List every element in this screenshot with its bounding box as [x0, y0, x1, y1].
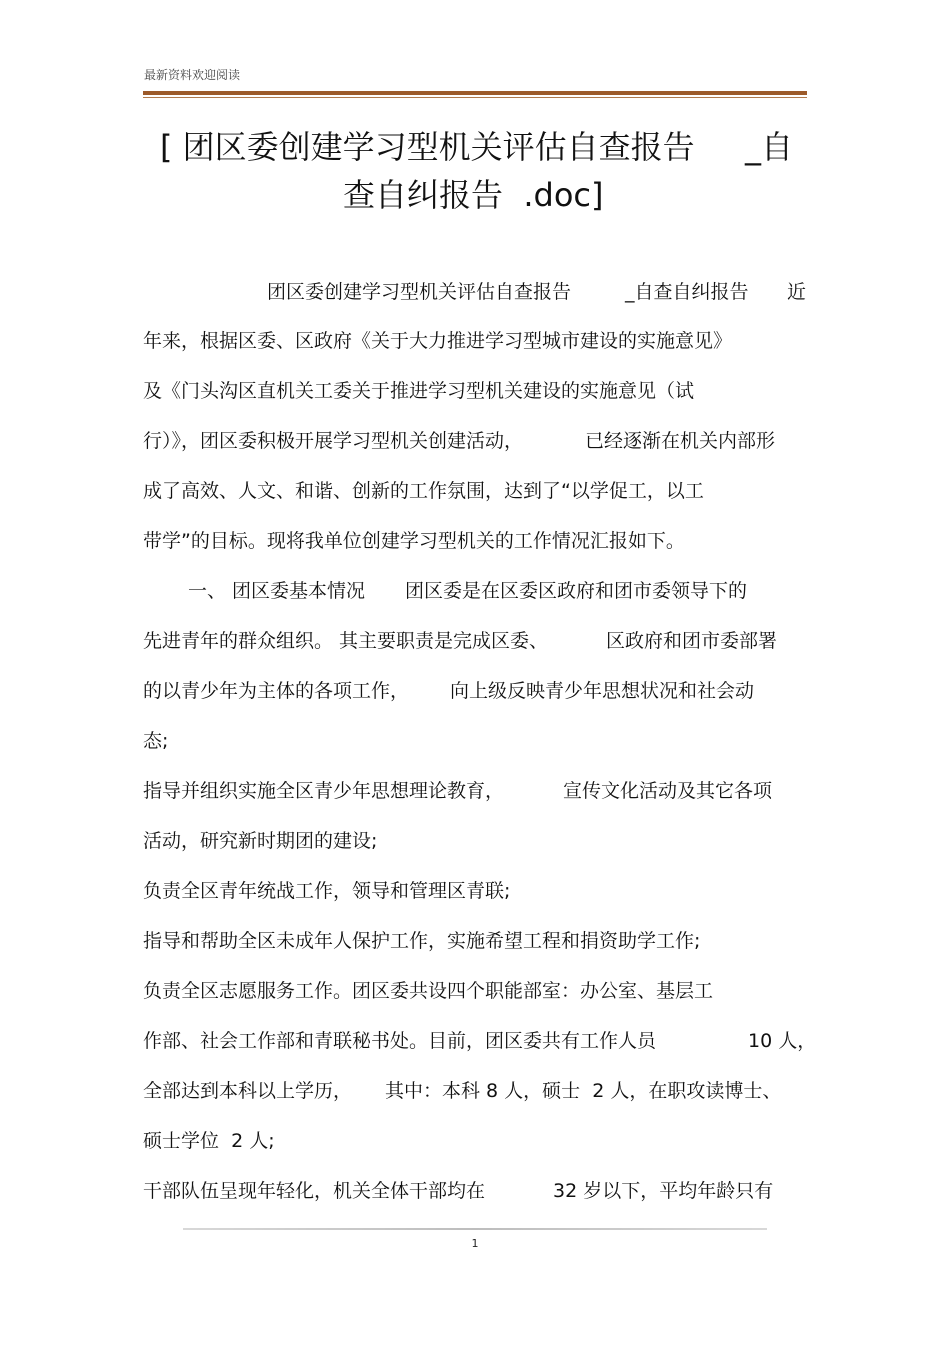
body-text: 区政府和团市委部署: [606, 630, 778, 652]
body-text: 指导和帮助全区未成年人保护工作，实施希望工程和捐资助学工作;: [143, 930, 701, 952]
body-text: 及《门头沟区直机关工委关于推进学习型机关建设的实施意见（试: [143, 380, 695, 402]
body-text: 干部队伍呈现年轻化，机关全体干部均在: [143, 1180, 486, 1202]
body-text: 近: [787, 281, 807, 303]
body-text: 行）》，团区委积极开展学习型机关创建活动，: [143, 430, 524, 452]
section-heading: 一、 团区委基本情况: [188, 580, 366, 602]
body-text: 的以青少年为主体的各项工作，: [143, 680, 410, 702]
body-text: 负责全区青年统战工作，领导和管理区青联;: [143, 880, 511, 902]
header-rule: [143, 91, 807, 95]
body-text: 团区委是在区委区政府和团市委领导下的: [405, 580, 748, 602]
body-text: 32 岁以下，平均年龄只有: [553, 1180, 774, 1202]
body-text: 向上级反映青少年思想状况和社会动: [450, 680, 755, 702]
body-text: 硕士学位 2 人;: [143, 1130, 275, 1152]
header-label: 最新资料欢迎阅读: [144, 68, 241, 82]
body-text: 年来，根据区委、区政府《关于大力推进学习型城市建设的实施意见》: [143, 330, 733, 352]
body-text: 态;: [143, 730, 169, 752]
title-line-2: 查自纠报告 .doc]: [343, 176, 604, 214]
header-rule-thin: [143, 97, 807, 98]
body-text: 指导并组织实施全区青少年思想理论教育，: [143, 780, 505, 802]
body-text: 先进青年的群众组织。 其主要职责是完成区委、: [143, 630, 549, 652]
body-text: 作部、社会工作部和青联秘书处。目前，团区委共有工作人员: [143, 1030, 657, 1052]
title-line-1-left: [ 团区委创建学习型机关评估自查报告: [160, 128, 695, 166]
body-text: 活动，研究新时期团的建设;: [143, 830, 378, 852]
body-text: 其中：本科 8 人，硕士 2 人，在职攻读博士、: [385, 1080, 782, 1102]
body-text: 负责全区志愿服务工作。团区委共设四个职能部室：办公室、基层工: [143, 980, 714, 1002]
body-text: 10 人，: [748, 1030, 817, 1052]
body-text: 成了高效、人文、和谐、创新的工作氛围，达到了“以学促工，以工: [143, 480, 704, 502]
footer-rule: [183, 1228, 767, 1230]
page-number: 1: [471, 1237, 479, 1250]
body-text: 带学”的目标。现将我单位创建学习型机关的工作情况汇报如下。: [143, 530, 685, 552]
body-text: 团区委创建学习型机关评估自查报告: [267, 281, 572, 303]
body-text: 全部达到本科以上学历，: [143, 1080, 353, 1102]
body-text: 已经逐渐在机关内部形: [585, 430, 776, 452]
title-line-1-right: _自: [745, 128, 794, 166]
body-text: 宣传文化活动及其它各项: [563, 780, 773, 802]
body-text: _自查自纠报告: [625, 281, 749, 303]
